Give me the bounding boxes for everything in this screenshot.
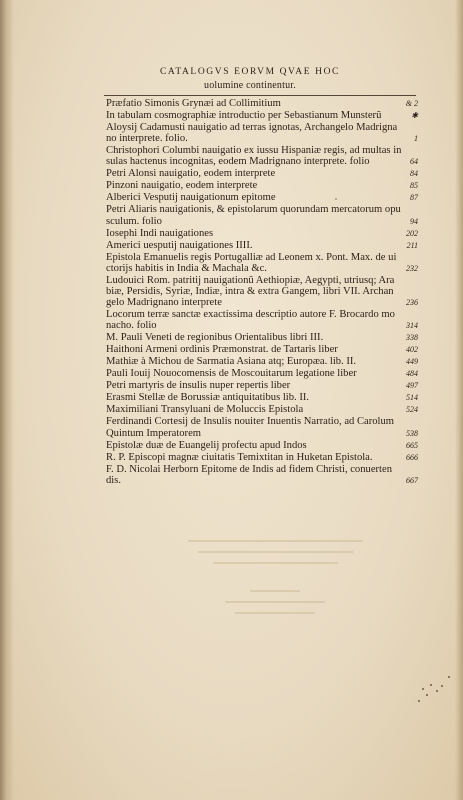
- entry-title: Christophori Columbi nauigatio ex iussu Hispaniæ regis, ad multas in sulas hactenus incognitas, eodem Madrignano interprete. folio: [106, 145, 402, 168]
- entry-folio-number: 514: [406, 393, 418, 403]
- contents-entry: [106, 240, 418, 251]
- contents-entry: [106, 416, 418, 438]
- entry-title: In tabulam cosmographiæ introductio per Sebastianum Munsterũ: [106, 110, 382, 121]
- entry-title: Petri Aliaris nauigationis, & epistolarum quorundam mercatorum opu sculum. folio: [106, 204, 401, 227]
- entry-title: Maximiliani Transyluani de Moluccis Epistola: [106, 404, 304, 416]
- entry-title: Erasmi Stellæ de Borussiæ antiquitatibus lib. II.: [106, 392, 310, 404]
- contents-entry: [106, 356, 418, 367]
- entry-folio-number: 236: [406, 298, 418, 308]
- page-left-shadow: [0, 0, 14, 800]
- entry-title: Pinzoni nauigatio, eodem interprete: [106, 180, 258, 192]
- entry-folio-number: 314: [406, 321, 418, 331]
- entry-folio-number: 497: [406, 381, 418, 391]
- contents-entry: [106, 228, 418, 239]
- entry-title: Iosephi Indi nauigationes: [106, 227, 214, 239]
- contents-entry: [106, 145, 418, 167]
- entry-folio-number: 665: [406, 440, 418, 450]
- contents-entry: [106, 392, 418, 403]
- contents-entry: [106, 332, 418, 343]
- entry-title: Petri martyris de insulis nuper repertis liber: [106, 380, 291, 392]
- show-through-text: [150, 540, 400, 670]
- heading-rule: [104, 95, 416, 96]
- contents-list: [106, 98, 418, 487]
- entry-folio-number: 84: [410, 169, 418, 179]
- contents-entry: [106, 180, 418, 191]
- contents-entry: [106, 204, 418, 226]
- catalogue-subtitle: uolumine continentur.: [204, 80, 296, 91]
- entry-folio-number: & 2: [405, 99, 418, 108]
- entry-title: Americi uesputij nauigationes IIII.: [106, 239, 253, 251]
- entry-title: Locorum terræ sanctæ exactissima descriptio autore F. Brocardo mo nacho. folio: [106, 309, 395, 332]
- entry-title: Alberici Vesputij nauigationum epitome: [106, 192, 276, 204]
- entry-folio-number: 211: [406, 240, 418, 250]
- entry-folio-number: 1: [414, 134, 418, 144]
- contents-entry: [106, 275, 418, 309]
- entry-title: Epistola Emanuelis regis Portugalliæ ad Leonem x. Pont. Max. de ui ctorijs habitis in India & Machala &c.: [106, 251, 397, 274]
- catalogue-heading: [100, 66, 400, 92]
- entry-folio-number: 524: [406, 405, 418, 415]
- contents-entry: [106, 122, 418, 144]
- contents-entry: [106, 344, 418, 355]
- entry-folio-number: 202: [406, 228, 418, 238]
- entry-folio-number: 538: [406, 428, 418, 438]
- contents-entry: [106, 440, 418, 451]
- entry-title: F. D. Nicolai Herborn Epitome de Indis ad fidem Christi, conuerten dis.: [106, 463, 392, 486]
- contents-entry: [106, 404, 418, 415]
- contents-entry: [106, 464, 418, 486]
- contents-entry: [106, 252, 418, 274]
- entry-folio-number: 64: [410, 157, 418, 167]
- entry-title: Ferdinandi Cortesij de Insulis nouiter Inuentis Narratio, ad Carolum Quintum Imperatorem: [106, 416, 395, 439]
- entry-title: M. Pauli Veneti de regionibus Orientalibus libri III.: [106, 332, 324, 344]
- entry-title: Petri Alonsi nauigatio, eodem interprete: [106, 168, 276, 180]
- entry-folio-number: ✱: [411, 111, 418, 120]
- entry-folio-number: 87: [410, 193, 418, 203]
- entry-folio-number: 484: [406, 369, 418, 379]
- catalogue-title: CATALOGVS EORVM QVAE HOC: [159, 67, 340, 77]
- contents-entry: [106, 368, 418, 379]
- entry-title: Pauli Iouij Nouocomensis de Moscouitarum legatione liber: [106, 368, 357, 380]
- entry-folio-number: 338: [406, 333, 418, 343]
- entry-title: Epistolæ duæ de Euangelij profectu apud Indos: [106, 439, 307, 451]
- entry-folio-number: 666: [406, 452, 418, 462]
- entry-title: Ludouici Rom. patritij nauigationũ Aethiopiæ, Aegypti, utriusq; Ara biæ, Persidis, Syriæ, Indiæ, intra & extra Gangem, libri VII. Archan gelo Madrignano interprete: [106, 274, 395, 309]
- entry-folio-number: 667: [406, 475, 418, 485]
- contents-entry: [106, 168, 418, 179]
- entry-title: R. P. Episcopi magnæ ciuitatis Temixtitan in Huketan Epistola.: [106, 451, 373, 463]
- entry-folio-number: 94: [410, 216, 418, 226]
- contents-entry: [106, 110, 418, 121]
- entry-title: Mathiæ à Michou de Sarmatia Asiana atq; Europæa. lib. II.: [106, 356, 357, 368]
- entry-folio-number: 232: [406, 263, 418, 273]
- contents-entry: [106, 192, 418, 203]
- entry-folio-number: 402: [406, 345, 418, 355]
- entry-title: Haithoni Armeni ordinis Præmonstrat. de Tartaris liber: [106, 344, 338, 356]
- contents-entry: [106, 309, 418, 331]
- entry-folio-number: 85: [410, 181, 418, 191]
- entry-title: Aloysij Cadamusti nauigatio ad terras ignotas, Archangelo Madrigna no interprete. folio.: [106, 122, 398, 145]
- contents-entry: [106, 452, 418, 463]
- page-right-edge: [455, 0, 463, 800]
- contents-entry: [106, 98, 418, 109]
- entry-folio-number: 449: [406, 357, 418, 367]
- entry-title: Præfatio Simonis Grynæi ad Collimitium: [106, 98, 281, 109]
- contents-entry: [106, 380, 418, 391]
